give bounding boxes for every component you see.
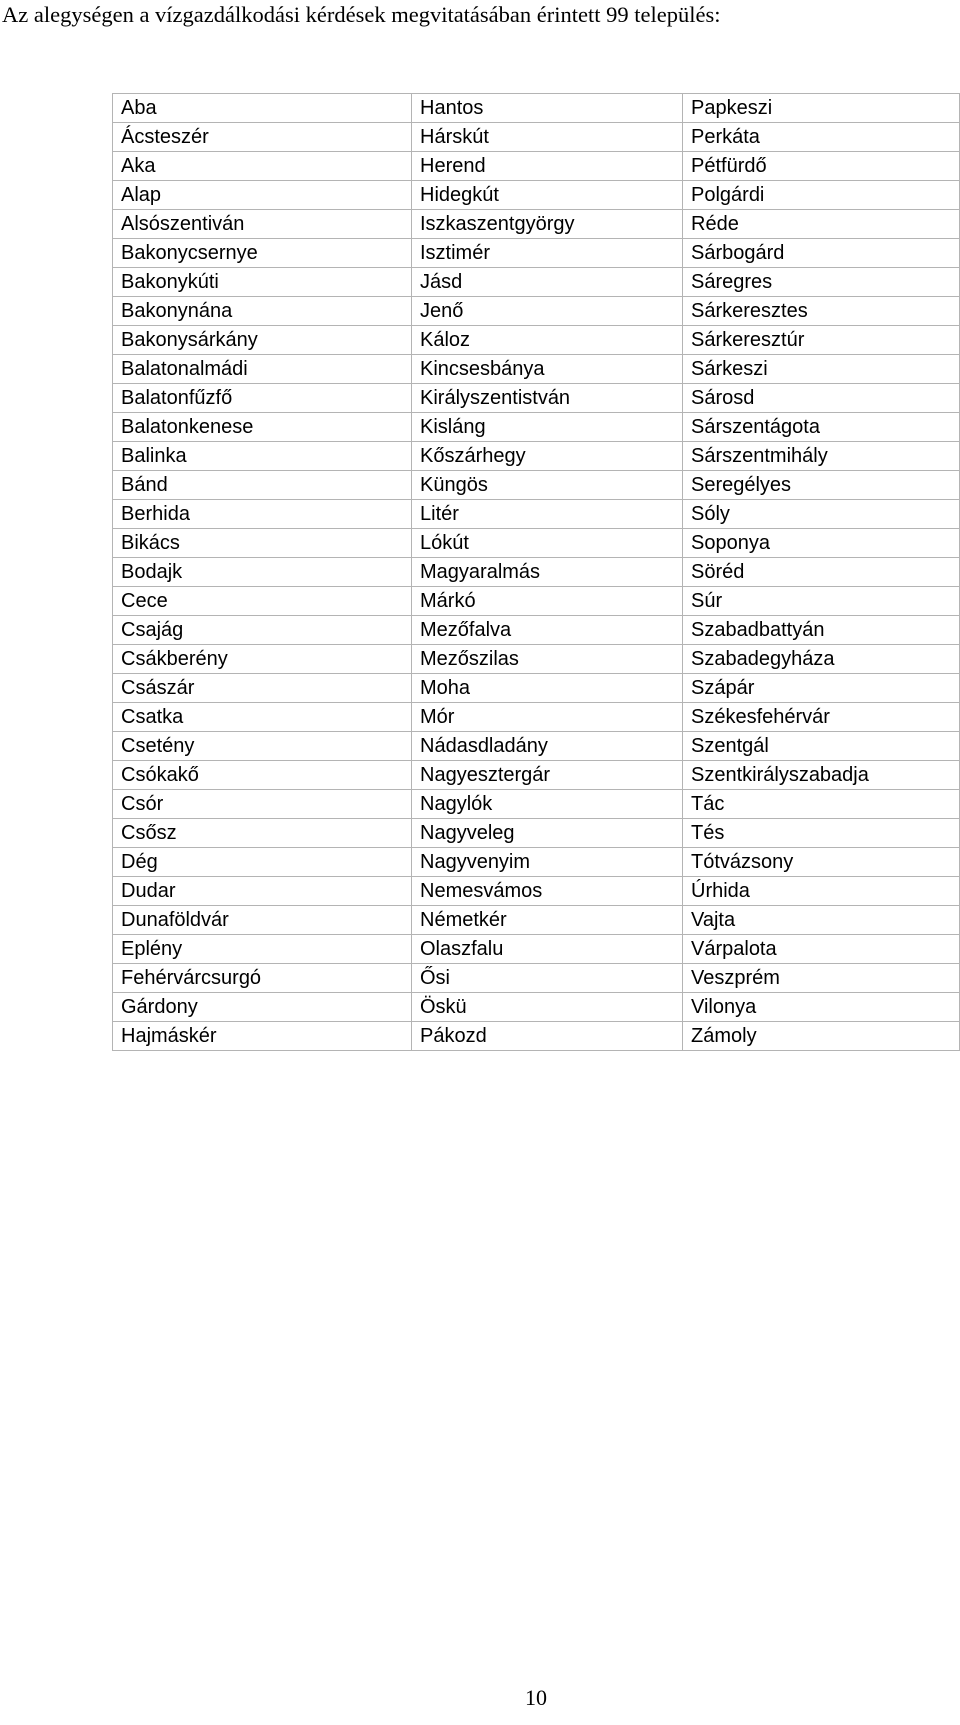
table-cell-settlement: Nádasdladány xyxy=(412,732,683,761)
table-cell-settlement: Csajág xyxy=(113,616,412,645)
table-cell-settlement: Sárszentágota xyxy=(683,413,960,442)
table-row xyxy=(113,181,960,210)
table-cell-settlement: Magyaralmás xyxy=(412,558,683,587)
table-row xyxy=(113,152,960,181)
table-cell-settlement: Márkó xyxy=(412,587,683,616)
table-cell-settlement: Sárbogárd xyxy=(683,239,960,268)
table-cell-settlement: Nagyveleg xyxy=(412,819,683,848)
table-cell-settlement: Herend xyxy=(412,152,683,181)
table-cell-settlement: Isztimér xyxy=(412,239,683,268)
table-row xyxy=(113,355,960,384)
table-cell-settlement: Kincsesbánya xyxy=(412,355,683,384)
table-cell-settlement: Kisláng xyxy=(412,413,683,442)
table-cell-settlement: Jenő xyxy=(412,297,683,326)
table-cell-settlement: Nagylók xyxy=(412,790,683,819)
table-cell-settlement: Hajmáskér xyxy=(113,1022,412,1051)
table-cell-settlement: Zámoly xyxy=(683,1022,960,1051)
table-cell-settlement: Hárskút xyxy=(412,123,683,152)
table-cell-settlement: Hidegkút xyxy=(412,181,683,210)
table-cell-settlement: Hantos xyxy=(412,94,683,123)
table-cell-settlement: Aba xyxy=(113,94,412,123)
table-row xyxy=(113,442,960,471)
table-cell-settlement: Mór xyxy=(412,703,683,732)
table-cell-settlement: Káloz xyxy=(412,326,683,355)
table-cell-settlement: Németkér xyxy=(412,906,683,935)
table-cell-settlement: Seregélyes xyxy=(683,471,960,500)
table-row xyxy=(113,906,960,935)
table-cell-settlement: Olaszfalu xyxy=(412,935,683,964)
table-cell-settlement: Réde xyxy=(683,210,960,239)
table-cell-settlement: Berhida xyxy=(113,500,412,529)
table-cell-settlement: Székesfehérvár xyxy=(683,703,960,732)
table-cell-settlement: Gárdony xyxy=(113,993,412,1022)
table-cell-settlement: Veszprém xyxy=(683,964,960,993)
table-cell-settlement: Öskü xyxy=(412,993,683,1022)
table-row xyxy=(113,239,960,268)
table-row xyxy=(113,210,960,239)
table-cell-settlement: Pákozd xyxy=(412,1022,683,1051)
table-row xyxy=(113,964,960,993)
table-cell-settlement: Szentkirályszabadja xyxy=(683,761,960,790)
table-cell-settlement: Aka xyxy=(113,152,412,181)
table-row xyxy=(113,123,960,152)
table-cell-settlement: Perkáta xyxy=(683,123,960,152)
table-row xyxy=(113,645,960,674)
table-cell-settlement: Bakonysárkány xyxy=(113,326,412,355)
table-row xyxy=(113,993,960,1022)
table-row xyxy=(113,413,960,442)
table-row xyxy=(113,790,960,819)
table-cell-settlement: Nagyesztergár xyxy=(412,761,683,790)
table-cell-settlement: Csősz xyxy=(113,819,412,848)
table-cell-settlement: Királyszentistván xyxy=(412,384,683,413)
table-cell-settlement: Lókút xyxy=(412,529,683,558)
table-cell-settlement: Szentgál xyxy=(683,732,960,761)
table-cell-settlement: Csákberény xyxy=(113,645,412,674)
table-cell-settlement: Sárkeresztúr xyxy=(683,326,960,355)
table-cell-settlement: Sóly xyxy=(683,500,960,529)
table-cell-settlement: Szabadbattyán xyxy=(683,616,960,645)
table-cell-settlement: Balinka xyxy=(113,442,412,471)
table-cell-settlement: Pétfürdő xyxy=(683,152,960,181)
table-cell-settlement: Bodajk xyxy=(113,558,412,587)
table-cell-settlement: Balatonkenese xyxy=(113,413,412,442)
table-cell-settlement: Balatonalmádi xyxy=(113,355,412,384)
table-cell-settlement: Sárosd xyxy=(683,384,960,413)
table-cell-settlement: Tótvázsony xyxy=(683,848,960,877)
table-cell-settlement: Iszkaszentgyörgy xyxy=(412,210,683,239)
table-row xyxy=(113,500,960,529)
table-cell-settlement: Mezőszilas xyxy=(412,645,683,674)
table-cell-settlement: Sárkeszi xyxy=(683,355,960,384)
table-cell-settlement: Tác xyxy=(683,790,960,819)
table-cell-settlement: Fehérvárcsurgó xyxy=(113,964,412,993)
table-row xyxy=(113,848,960,877)
table-cell-settlement: Császár xyxy=(113,674,412,703)
table-cell-settlement: Eplény xyxy=(113,935,412,964)
table-cell-settlement: Bakonynána xyxy=(113,297,412,326)
table-row xyxy=(113,326,960,355)
table-row xyxy=(113,935,960,964)
table-cell-settlement: Várpalota xyxy=(683,935,960,964)
table-cell-settlement: Alsószentiván xyxy=(113,210,412,239)
table-cell-settlement: Sáregres xyxy=(683,268,960,297)
table-row xyxy=(113,877,960,906)
table-cell-settlement: Dég xyxy=(113,848,412,877)
table-cell-settlement: Mezőfalva xyxy=(412,616,683,645)
table-row xyxy=(113,268,960,297)
table-cell-settlement: Dunaföldvár xyxy=(113,906,412,935)
table-row xyxy=(113,1022,960,1051)
table-cell-settlement: Alap xyxy=(113,181,412,210)
table-cell-settlement: Sárkeresztes xyxy=(683,297,960,326)
settlement-table-body xyxy=(113,94,960,1051)
table-cell-settlement: Csatka xyxy=(113,703,412,732)
table-cell-settlement: Vilonya xyxy=(683,993,960,1022)
table-cell-settlement: Küngös xyxy=(412,471,683,500)
table-cell-settlement: Papkeszi xyxy=(683,94,960,123)
table-cell-settlement: Bakonykúti xyxy=(113,268,412,297)
table-cell-settlement: Bikács xyxy=(113,529,412,558)
table-cell-settlement: Moha xyxy=(412,674,683,703)
table-cell-settlement: Úrhida xyxy=(683,877,960,906)
table-row xyxy=(113,616,960,645)
table-row xyxy=(113,761,960,790)
table-cell-settlement: Csór xyxy=(113,790,412,819)
page-number: 10 xyxy=(525,1685,547,1710)
table-cell-settlement: Cece xyxy=(113,587,412,616)
table-cell-settlement: Súr xyxy=(683,587,960,616)
table-cell-settlement: Vajta xyxy=(683,906,960,935)
table-row xyxy=(113,94,960,123)
table-cell-settlement: Ősi xyxy=(412,964,683,993)
table-cell-settlement: Dudar xyxy=(113,877,412,906)
table-cell-settlement: Soponya xyxy=(683,529,960,558)
table-row xyxy=(113,529,960,558)
table-cell-settlement: Balatonfűzfő xyxy=(113,384,412,413)
table-cell-settlement: Szápár xyxy=(683,674,960,703)
table-row xyxy=(113,297,960,326)
table-cell-settlement: Bánd xyxy=(113,471,412,500)
table-cell-settlement: Nagyvenyim xyxy=(412,848,683,877)
table-cell-settlement: Polgárdi xyxy=(683,181,960,210)
table-row xyxy=(113,819,960,848)
table-cell-settlement: Litér xyxy=(412,500,683,529)
table-row xyxy=(113,558,960,587)
table-cell-settlement: Jásd xyxy=(412,268,683,297)
table-row xyxy=(113,471,960,500)
table-row xyxy=(113,384,960,413)
table-cell-settlement: Sárszentmihály xyxy=(683,442,960,471)
page-title: Az alegységen a vízgazdálkodási kérdések megvitatásában érintett 99 település: xyxy=(2,2,721,27)
settlement-table xyxy=(112,93,960,1051)
table-cell-settlement: Ácsteszér xyxy=(113,123,412,152)
table-cell-settlement: Tés xyxy=(683,819,960,848)
table-cell-settlement: Csetény xyxy=(113,732,412,761)
table-row xyxy=(113,674,960,703)
table-row xyxy=(113,732,960,761)
table-cell-settlement: Kőszárhegy xyxy=(412,442,683,471)
table-cell-settlement: Csókakő xyxy=(113,761,412,790)
table-cell-settlement: Szabadegyháza xyxy=(683,645,960,674)
table-row xyxy=(113,587,960,616)
table-cell-settlement: Söréd xyxy=(683,558,960,587)
table-cell-settlement: Bakonycsernye xyxy=(113,239,412,268)
table-row xyxy=(113,703,960,732)
table-cell-settlement: Nemesvámos xyxy=(412,877,683,906)
